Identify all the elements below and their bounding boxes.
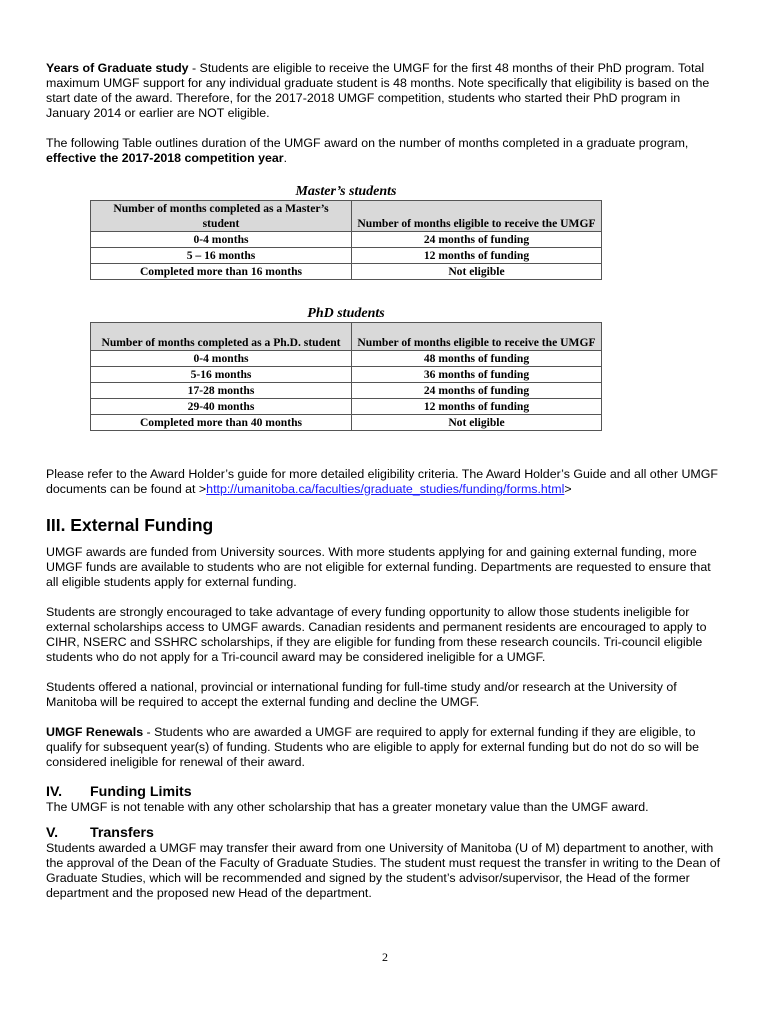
external-p1: UMGF awards are funded from University sources. With more students applying for and gaining external funding, more UMGF funds are available to students who are not eligible for external funding. Departments are requested to ensure that all eligible students apply for external funding. [46, 545, 711, 589]
funding-limits-text: The UMGF is not tenable with any other scholarship that has a greater monetary value than the UMGF award. [46, 800, 649, 814]
table-row [91, 248, 602, 264]
external-p2: Students are strongly encouraged to take advantage of every funding opportunity to allow those students ineligible for external scholarships access to UMGF awards. Canadian residents and permanent residents are encouraged to apply to CIHR, NSERC and SSHRC scholarships, if they are eligible for funding from these research councils. Tri-council eligible students who do not apply for a Tri-council award may be considered ineligible for a UMGF. [46, 605, 707, 664]
document-page [46, 61, 726, 901]
table-row [91, 232, 602, 248]
masters-header-col2: Number of months eligible to receive the UMGF [352, 201, 602, 232]
section-title: Funding Limits [90, 784, 192, 800]
table-intro-bold: effective the 2017-2018 competition year [46, 151, 284, 165]
table-cell: 12 months of funding [352, 399, 602, 415]
refer-paragraph [46, 467, 726, 497]
masters-table [90, 200, 602, 280]
table-cell: 24 months of funding [352, 383, 602, 399]
table-cell: Not eligible [352, 415, 602, 431]
page-number: 2 [382, 950, 388, 964]
table-cell: 17-28 months [91, 383, 352, 399]
funding-limits-heading [46, 784, 726, 800]
table-cell: 29-40 months [91, 399, 352, 415]
table-row [91, 399, 602, 415]
table-cell: 36 months of funding [352, 367, 602, 383]
table-intro-text: The following Table outlines duration of the UMGF award on the number of months completed in a graduate program, [46, 136, 689, 150]
refer-end: > [564, 482, 572, 496]
table-cell: 0-4 months [91, 351, 352, 367]
table-intro-paragraph [46, 136, 726, 166]
refer-text: Please refer to the Award Holder’s guide for more detailed eligibility criteria. The Award Holder’s Guide and all other UMGF documents can be found at > [46, 467, 718, 496]
external-funding-heading: III. External Funding [46, 515, 214, 535]
phd-header-col1: Number of months completed as a Ph.D. student [91, 323, 352, 351]
renewals-paragraph [46, 725, 726, 770]
table-cell: Not eligible [352, 264, 602, 280]
section-number: V. [46, 825, 59, 841]
phd-header-col2: Number of months eligible to receive the UMGF [352, 323, 602, 351]
table-row [91, 351, 602, 367]
years-paragraph [46, 61, 726, 121]
section-number: IV. [46, 784, 63, 800]
years-text: - Students are eligible to receive the UMGF for the first 48 months of their PhD program. Total maximum UMGF support for any individual graduate student is 48 months. Note specifically that eligibility is based on the start date of the award. Therefore, for the 2017-2018 UMGF competition, students who started their PhD program in January 2014 or earlier are NOT eligible. [46, 61, 710, 120]
section-title: Transfers [90, 825, 154, 841]
transfers-text: Students awarded a UMGF may transfer their award from one University of Manitoba (U of M) department to another, with the approval of the Dean of the Faculty of Graduate Studies. The student must request the transfer in writing to the Dean of Graduate Studies, which will be recommended and signed by the student’s advisor/supervisor, the Head of the former department and the proposed new Head of the department. [46, 841, 721, 900]
table-cell: 5-16 months [91, 367, 352, 383]
table-row [91, 415, 602, 431]
forms-link[interactable]: http://umanitoba.ca/faculties/graduate_studies/funding/forms.html [206, 482, 565, 496]
phd-table [90, 322, 602, 431]
table-cell: 12 months of funding [352, 248, 602, 264]
table-intro-end: . [283, 151, 288, 165]
table-cell: 0-4 months [91, 232, 352, 248]
table-header-row [91, 201, 602, 232]
renewals-text: - Students who are awarded a UMGF are required to apply for external funding if they are eligible, to qualify for subsequent year(s) of funding. Students who are eligible to apply for external funding but do not do so will be considered ineligible for renewal of their award. [46, 725, 699, 769]
masters-table-caption: Master’s students [295, 184, 397, 199]
table-row [91, 383, 602, 399]
table-cell: 5 – 16 months [91, 248, 352, 264]
table-cell: 24 months of funding [352, 232, 602, 248]
table-cell: Completed more than 16 months [91, 264, 352, 280]
table-cell: Completed more than 40 months [91, 415, 352, 431]
table-cell: 48 months of funding [352, 351, 602, 367]
masters-header-col1: Number of months completed as a Master’s student [91, 201, 352, 232]
table-header-row [91, 323, 602, 351]
external-p3: Students offered a national, provincial or international funding for full-time study and/or research at the University of Manitoba will be required to accept the external funding and decline the UMGF. [46, 680, 677, 709]
years-heading: Years of Graduate study [46, 61, 189, 75]
phd-table-caption: PhD students [307, 306, 385, 321]
table-row [91, 264, 602, 280]
renewals-heading: UMGF Renewals [46, 725, 144, 739]
transfers-heading [46, 825, 726, 841]
table-row [91, 367, 602, 383]
